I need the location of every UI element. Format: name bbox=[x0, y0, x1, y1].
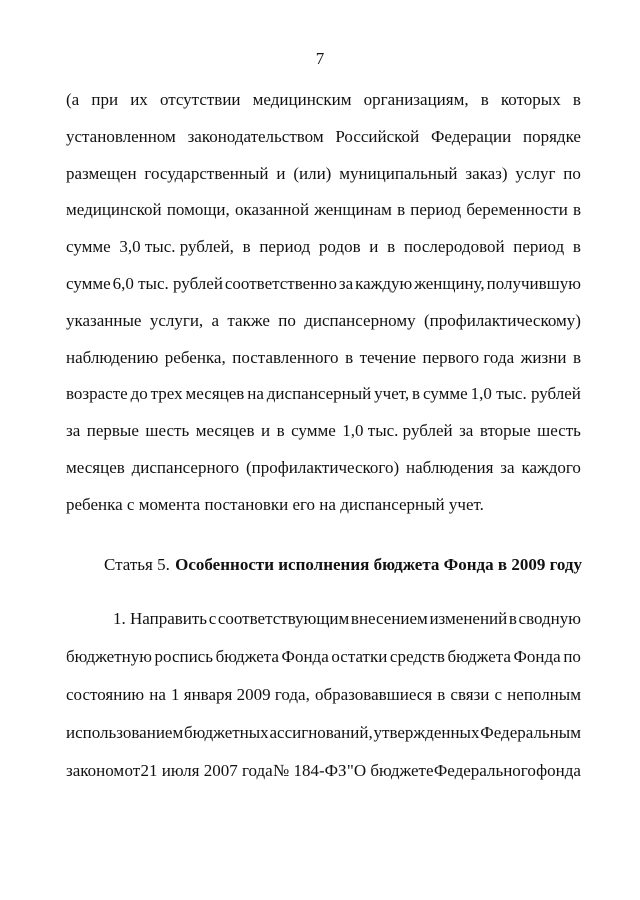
word: диспансерному bbox=[304, 310, 416, 330]
text-line bbox=[66, 685, 581, 723]
word: законом bbox=[66, 761, 125, 780]
word: 1. Направить bbox=[113, 609, 208, 628]
word: организациям, bbox=[363, 90, 469, 109]
word: возрасте bbox=[66, 384, 128, 404]
word: ребенка, bbox=[164, 347, 226, 367]
paragraph-1 bbox=[66, 90, 581, 532]
word: состоянию bbox=[66, 685, 145, 704]
word: жизни bbox=[520, 347, 567, 367]
word: за bbox=[500, 457, 515, 477]
word: (профилактического) bbox=[246, 457, 400, 477]
word: в bbox=[276, 421, 285, 441]
word: утвержденных bbox=[373, 723, 480, 742]
word: Федерального bbox=[433, 761, 536, 780]
word: их bbox=[130, 90, 148, 109]
word: месяцев bbox=[185, 384, 245, 404]
word: в bbox=[345, 347, 354, 367]
word: на bbox=[247, 384, 264, 404]
word: соответственно bbox=[224, 273, 337, 293]
word: медицинским bbox=[252, 90, 352, 109]
text-line bbox=[66, 127, 581, 164]
word: 3,0 тыс. рублей, bbox=[119, 237, 234, 257]
word: по bbox=[563, 163, 581, 183]
word: на bbox=[149, 685, 166, 704]
word: месяцев bbox=[195, 421, 255, 441]
text-line bbox=[66, 348, 581, 385]
word: каждую bbox=[355, 273, 413, 293]
text-line bbox=[66, 761, 581, 799]
word: Российской bbox=[335, 126, 420, 146]
word: 1,0 тыс. рублей bbox=[342, 421, 453, 441]
article-title: Особенности исполнения бюджета Фонда в 2009 году bbox=[175, 555, 582, 574]
word: Федерации bbox=[430, 126, 512, 146]
word: бюджетную bbox=[66, 647, 152, 666]
word: медицинской bbox=[66, 200, 162, 220]
word: соответствующим bbox=[217, 609, 350, 628]
text-line bbox=[66, 647, 581, 685]
word: послеродовой bbox=[403, 237, 505, 257]
word: "О бюджете bbox=[346, 761, 434, 780]
word: в bbox=[437, 685, 446, 704]
word: беременности bbox=[466, 200, 568, 220]
word: Фонда bbox=[281, 647, 329, 666]
word: отсутствии bbox=[159, 90, 241, 109]
word: сумме bbox=[66, 273, 111, 293]
word: течение bbox=[359, 347, 417, 367]
word: средств bbox=[389, 647, 445, 666]
word: 6,0 тыс. рублей bbox=[112, 273, 223, 293]
word: получившую bbox=[486, 273, 581, 293]
word: также bbox=[227, 310, 270, 330]
word: 1 января 2009 года, bbox=[171, 685, 310, 704]
word: за bbox=[459, 421, 474, 441]
word: в bbox=[572, 200, 581, 220]
word: государственный bbox=[144, 163, 269, 183]
word: образовавшиеся bbox=[314, 685, 433, 704]
word: трех bbox=[150, 384, 183, 404]
word: а bbox=[211, 310, 220, 330]
word: в bbox=[572, 347, 581, 367]
text-line bbox=[66, 237, 581, 274]
article-heading bbox=[104, 555, 582, 575]
word: сумме bbox=[291, 421, 336, 441]
word: которых bbox=[500, 90, 561, 109]
word: изменений bbox=[429, 609, 508, 628]
word: первые bbox=[86, 421, 139, 441]
word: наблюдению bbox=[66, 347, 159, 367]
word: (профилактическому) bbox=[423, 310, 581, 330]
word: период bbox=[259, 237, 311, 257]
paragraph-2 bbox=[66, 609, 581, 799]
word: оказанной bbox=[234, 200, 310, 220]
word: № 184-ФЗ bbox=[273, 761, 347, 780]
word: бюджета bbox=[215, 647, 279, 666]
word: внесением bbox=[350, 609, 428, 628]
text-line bbox=[66, 164, 581, 201]
word: от bbox=[124, 761, 141, 780]
word: до bbox=[130, 384, 148, 404]
word: сумме bbox=[66, 237, 111, 257]
word: наблюдения bbox=[406, 457, 494, 477]
text-line bbox=[66, 421, 581, 458]
word: и bbox=[260, 421, 271, 441]
word: фонда bbox=[536, 761, 581, 780]
word: в bbox=[397, 200, 406, 220]
word: указанные bbox=[66, 310, 142, 330]
word: услуг bbox=[515, 163, 556, 183]
word: роспись bbox=[154, 647, 213, 666]
word: муниципальный bbox=[339, 163, 458, 183]
word: в bbox=[572, 90, 581, 109]
text-line bbox=[66, 384, 581, 421]
word: родов bbox=[318, 237, 361, 257]
word: бюджета bbox=[447, 647, 511, 666]
word: в bbox=[508, 609, 517, 628]
word: (или) bbox=[293, 163, 332, 183]
word: каждого bbox=[521, 457, 581, 477]
word: поставленного bbox=[232, 347, 339, 367]
word: бюджетных bbox=[184, 723, 269, 742]
word: связи bbox=[450, 685, 490, 704]
word: диспансерный bbox=[266, 384, 372, 404]
text-line bbox=[66, 723, 581, 761]
word: за bbox=[338, 273, 354, 293]
word: Федеральным bbox=[480, 723, 581, 742]
word: по bbox=[278, 310, 296, 330]
word: сводную bbox=[518, 609, 581, 628]
page-number: 7 bbox=[315, 49, 325, 68]
word: законодательством bbox=[187, 126, 324, 146]
text-line bbox=[66, 311, 581, 348]
word: помощи, bbox=[166, 200, 230, 220]
word: порядке bbox=[523, 126, 581, 146]
text-line bbox=[66, 609, 581, 647]
word: вторые bbox=[479, 421, 531, 441]
word: и bbox=[369, 237, 379, 257]
word: шесть bbox=[145, 421, 190, 441]
text-line-last: ребенка с момента постановки его на диспансерный учет. bbox=[66, 494, 484, 514]
word: в bbox=[412, 384, 421, 404]
word: неполным bbox=[507, 685, 581, 704]
word: с bbox=[494, 685, 503, 704]
word: первого года bbox=[422, 347, 515, 367]
word: по bbox=[563, 647, 581, 666]
word: использованием bbox=[66, 723, 184, 742]
text-line bbox=[66, 458, 581, 495]
article-label: Статья 5. bbox=[104, 555, 170, 574]
word: в bbox=[242, 237, 251, 257]
word: услуги, bbox=[149, 310, 204, 330]
word: и bbox=[276, 163, 286, 183]
text-line bbox=[66, 200, 581, 237]
word: учет, bbox=[374, 384, 410, 404]
word: женщинам bbox=[314, 200, 392, 220]
word: месяцев bbox=[66, 457, 125, 477]
word: диспансерного bbox=[131, 457, 240, 477]
word: 1,0 тыс. рублей bbox=[470, 384, 581, 404]
word: Фонда bbox=[513, 647, 561, 666]
text-line bbox=[66, 274, 581, 311]
word: заказ) bbox=[465, 163, 508, 183]
word: в bbox=[387, 237, 396, 257]
word: установленном bbox=[66, 126, 176, 146]
word: женщину, bbox=[414, 273, 485, 293]
word: период bbox=[513, 237, 565, 257]
word: в bbox=[480, 90, 489, 109]
word: остатки bbox=[331, 647, 388, 666]
word: в bbox=[572, 237, 581, 257]
word: при bbox=[91, 90, 119, 109]
word: (а bbox=[66, 90, 80, 109]
word: период bbox=[410, 200, 462, 220]
word: за bbox=[66, 421, 81, 441]
word: сумме bbox=[422, 384, 468, 404]
text-line bbox=[66, 90, 581, 127]
word: 21 июля 2007 года bbox=[140, 761, 273, 780]
word: размещен bbox=[66, 163, 137, 183]
word: шесть bbox=[537, 421, 581, 441]
word: с bbox=[208, 609, 217, 628]
word: ассигнований, bbox=[269, 723, 373, 742]
